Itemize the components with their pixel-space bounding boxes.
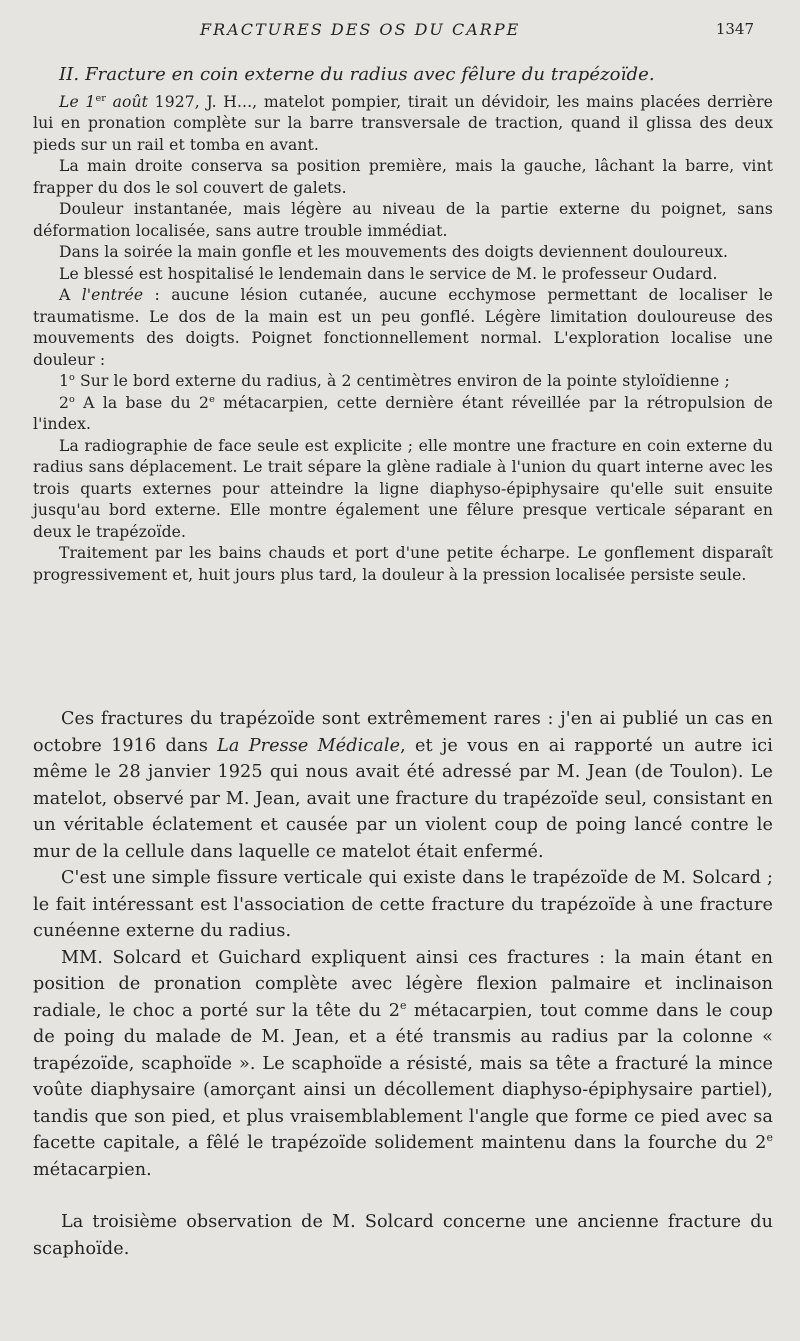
paragraph: La main droite conserva sa position première, mais la gauche, lâchant la barre, vint frapper du dos le sol couvert de galets.	[33, 157, 773, 197]
paragraph: Dans la soirée la main gonfle et les mouvements des doigts deviennent douloureux.	[59, 243, 729, 261]
paragraph: Traitement par les bains chauds et port d'une petite écharpe. Le gonflement disparaît progressivement et, huit jours plus tard, la douleur à la pression localisée persiste seule.	[33, 544, 773, 584]
page-number: 1347	[715, 20, 754, 38]
running-head	[0, 20, 800, 46]
paragraph: Le blessé est hospitalisé le lendemain dans le service de M. le professeur Oudard.	[59, 264, 718, 283]
paragraph: A l'entrée : aucune lésion cutanée, aucune ecchymose permettant de localiser le traumatisme. Le dos de la main est un peu gonflé. Légère limitation douloureuse des mouvements des doigts. Poignet fonctionnellement normal. L'exploration localise une douleur :	[33, 286, 773, 369]
running-title: FRACTURES DES OS DU CARPE	[200, 20, 521, 39]
paragraph: Douleur instantanée, mais légère au niveau de la partie externe du poignet, sans déformation localisée, sans autre trouble immédiat.	[33, 200, 773, 240]
paragraph: La troisième observation de M. Solcard concerne une ancienne fracture du scaphoïde.	[33, 1212, 773, 1259]
paragraph: 2$^o$ A la base du 2e métacarpien, cette dernière étant réveillée par la rétropulsion de l'index.	[33, 393, 773, 433]
paragraph: Ces fractures du trapézoïde sont extrêmement rares : j'en ai publié un cas en octobre 1916 dans La Presse Médicale, et je vous en ai rapporté un autre ici même le 28 janvier 1925 qui nous avait été adressé par M. Jean (de Toulon). Le matelot, observé par M. Jean, avait une fracture du trapézoïde seul, consistant en un véritable éclatement et causée par un violent coup de poing lancé contre le mur de la cellule dans laquelle ce matelot était enfermé.	[33, 709, 773, 862]
commentary-block	[33, 706, 773, 1262]
paragraph: Le 1er août 1927, J. H..., matelot pompier, tirait un dévidoir, les mains placées derrière lui en pronation complète sur la barre transversale de traction, quand il glissa des deux pieds sur un rail et tomba en avant.	[33, 92, 773, 154]
observation-block	[33, 64, 773, 586]
paragraph: MM. Solcard et Guichard expliquent ainsi ces fractures : la main étant en position de pronation complète avec légère flexion palmaire et inclinaison radiale, le choc a porté sur la tête du 2e métacarpien, tout comme dans le coup de poing du malade de M. Jean, et a été transmis au radius par la colonne « trapézoïde, scaphoïde ». Le scaphoïde a résisté, mais sa tête a fracturé la mince voûte diaphysaire (amorçant ainsi un décollement diaphyso-épiphysaire partiel), tandis que son pied, et plus vraisemblablement l'angle que forme ce pied avec sa facette capitale, a fêlé le trapézoïde solidement maintenu dans la fourche du 2e métacarpien.	[33, 947, 773, 1180]
section-heading: II. Fracture en coin externe du radius avec fêlure du trapézoïde.	[59, 64, 655, 85]
paragraph: C'est une simple fissure verticale qui existe dans le trapézoïde de M. Solcard ; le fait intéressant est l'association de cette fracture du trapézoïde à une fracture cunéenne externe du radius.	[33, 868, 773, 941]
journal-title: La Presse Médicale	[217, 735, 401, 756]
paragraph: 1$^o$ Sur le bord externe du radius, à 2 centimètres environ de la pointe styloïdienne ;	[59, 371, 730, 390]
paragraph: La radiographie de face seule est explicite ; elle montre une fracture en coin externe du radius sans déplacement. Le trait sépare la glène radiale à l'union du quart interne avec les trois quarts externes pour atteindre la ligne diaphyso-épiphysaire qu'elle suit ensuite jusqu'au bord externe. Elle montre également une fêlure presque verticale séparant en deux le trapézoïde.	[33, 436, 773, 541]
